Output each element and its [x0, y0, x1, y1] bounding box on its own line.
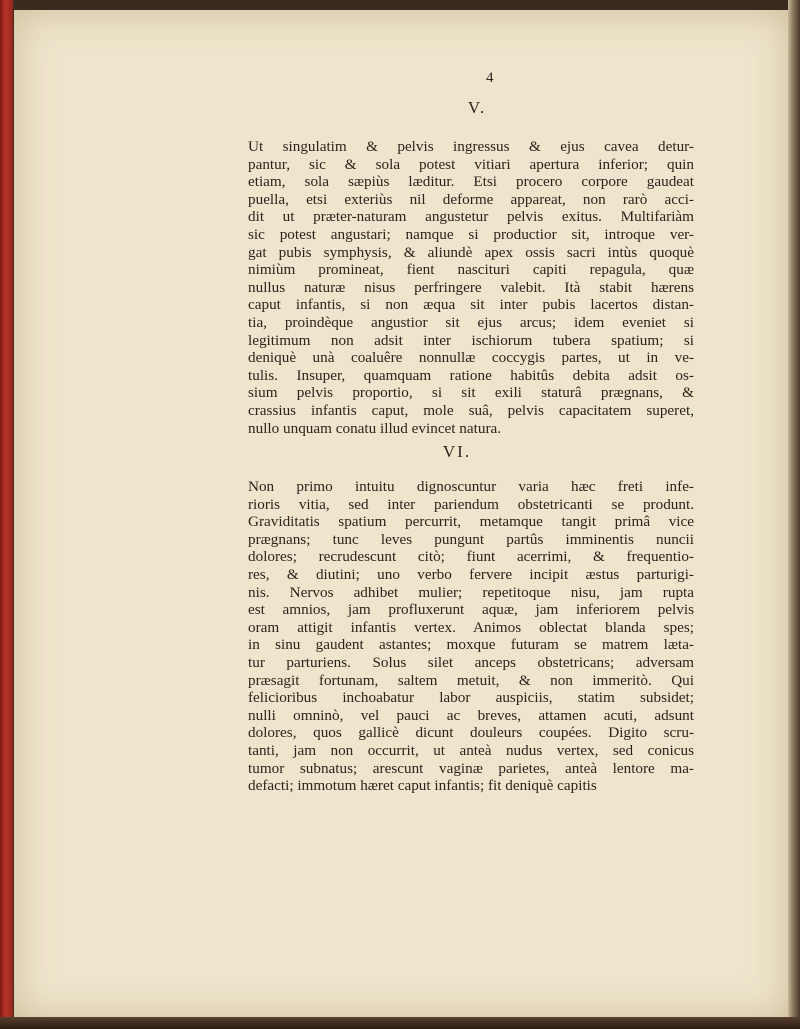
text-line: in sinu gaudent astantes; moxque futuram se matrem læta- — [248, 636, 694, 654]
text-line: nimiùm promineat, fient nascituri capiti repagula, quæ — [248, 261, 694, 279]
text-line: Graviditatis spatium percurrit, metamque tangit primâ vice — [248, 513, 694, 531]
text-line: Ut singulatim & pelvis ingressus & ejus cavea detur- — [248, 138, 694, 155]
text-line: sic potest angustari; namque si productior sit, introque ver- — [248, 225, 694, 243]
text-line: caput infantis, si non æqua sit inter pubis lacertos distan- — [248, 296, 694, 314]
text-line: oram attigit infantis vertex. Animos oblectat blanda spes; — [248, 618, 694, 636]
text-line: defacti; immotum hæret caput infantis; fit deniquè capitis — [248, 777, 597, 795]
text-line: dolores; recrudescunt citò; fiunt acerrimi, & frequentio- — [248, 548, 694, 566]
text-line: tur parturiens. Solus silet anceps obstetricans; adversam — [248, 653, 694, 671]
text-line: tulis. Insuper, quamquam ratione habitûs debita adsit os- — [248, 366, 694, 384]
text-line: rioris vitia, sed inter pariendum obstetricanti se produnt. — [248, 495, 694, 513]
page-number: 4 — [486, 70, 494, 86]
text-line: res, & diutini; uno verbo fervere incipit æstus parturigi- — [248, 565, 694, 583]
text-line: puella, etsi exteriùs nil deforme appareat, non rarò acci- — [248, 190, 694, 208]
text-line: nis. Nervos adhibet mulier; repetitoque nisu, jam rupta — [248, 583, 694, 601]
page-edge-bottom — [0, 1017, 800, 1029]
text-line: sium pelvis proportio, si sit exili staturâ prægnans, & — [248, 384, 694, 402]
text-line: deniquè unà coaluêre nonnullæ coccygis partes, ut in ve- — [248, 349, 694, 367]
book-page — [14, 10, 790, 1020]
section-vi-text — [248, 478, 694, 795]
text-line: nullus naturæ nisus perfringere valebit. Ità stabit hærens — [248, 278, 694, 296]
section-v-text — [248, 138, 694, 437]
text-line: gat pubis symphysis, & aliundè apex ossis sacri intùs quoquè — [248, 243, 694, 261]
text-line: felicioribus inchoabatur labor auspiciis, statim subsidet; — [248, 689, 694, 707]
text-line: dit ut præter-naturam angustetur pelvis exitus. Multifariàm — [248, 208, 694, 226]
section-heading-vi: VI. — [442, 442, 472, 461]
text-line: pantur, sic & sola potest vitiari apertura inferior; quin — [248, 155, 694, 173]
page-edge-right — [788, 0, 800, 1029]
text-line: tanti, jam non occurrit, ut anteà nudus vertex, sed conicus — [248, 741, 694, 759]
text-line: legitimum non adsit inter ischiorum tubera spatium; si — [248, 331, 694, 349]
text-line: nullo unquam conatu illud evincet natura. — [248, 419, 502, 437]
text-line: nulli omninò, vel pauci ac breves, attamen acuti, adsunt — [248, 706, 694, 724]
text-line: prægnans; tunc leves pungunt partûs imminentis nuncii — [248, 530, 694, 548]
section-heading-v: V. — [467, 98, 487, 117]
text-line: tia, proindèque angustior sit ejus arcus; idem eveniet si — [248, 313, 694, 331]
text-line: Non primo intuitu dignoscuntur varia hæc freti infe- — [248, 478, 694, 495]
text-line: crassius infantis caput, mole suâ, pelvis capacitatem superet, — [248, 401, 694, 419]
text-line: præsagit fortunam, saltem metuit, & non immeritò. Qui — [248, 671, 694, 689]
text-line: tumor subnatus; arescunt vaginæ parietes, anteà lentore ma- — [248, 759, 694, 777]
text-line: est amnios, jam profluxerunt aquæ, jam inferiorem pelvis — [248, 601, 694, 619]
text-line: etiam, sola sæpiùs læditur. Etsi procero corpore gaudeat — [248, 173, 694, 191]
text-line: dolores, quos gallicè dicunt douleurs coupées. Digito scru- — [248, 724, 694, 742]
